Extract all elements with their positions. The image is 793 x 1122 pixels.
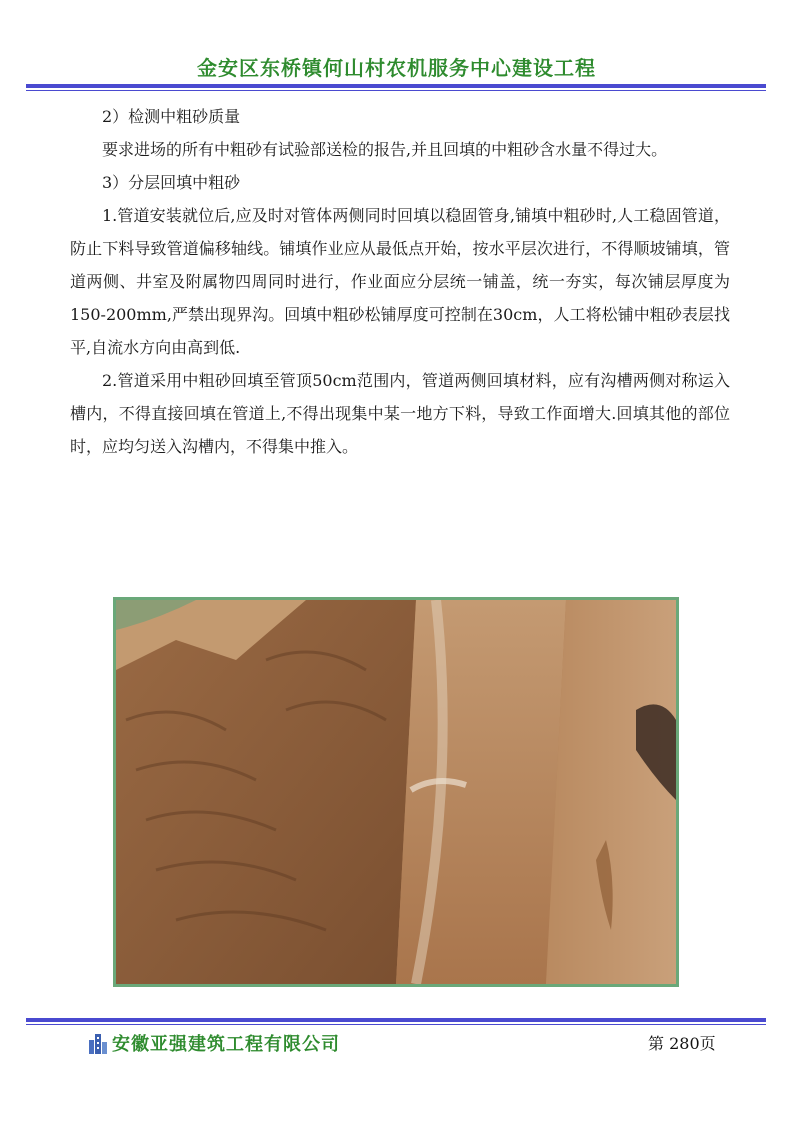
- building-logo-icon: [88, 1032, 108, 1054]
- header-rule-thick: [26, 84, 766, 88]
- header-rule-thin: [26, 90, 766, 91]
- document-title: 金安区东桥镇何山村农机服务中心建设工程: [197, 56, 596, 80]
- section-heading-3: 3）分层回填中粗砂: [102, 173, 241, 192]
- section-heading-2: 2）检测中粗砂质量: [102, 107, 241, 126]
- page-number: 第 280页: [648, 1034, 716, 1053]
- trench-photo: [113, 597, 679, 987]
- paragraph-item-2: 2.管道采用中粗砂回填至管顶50cm范围内，管道两侧回填材料，应有沟槽两侧对称运入槽内，不得直接回填在管道上,不得出现集中某一地方下料，导致工作面增大.回填其他的部位时，应均匀送入沟槽内，不得集中推入。: [70, 371, 730, 456]
- footer-rule-thin: [26, 1024, 766, 1025]
- trench-photo-drawing: [116, 600, 676, 984]
- body-text: [70, 100, 730, 463]
- paragraph-sand-quality: 要求进场的所有中粗砂有试验部送检的报告,并且回填的中粗砂含水量不得过大。: [102, 140, 668, 159]
- paragraph-item-1: 1.管道安装就位后,应及时对管体两侧同时回填以稳固管身,铺填中粗砂时,人工稳固管道，防止下料导致管道偏移轴线。铺填作业应从最低点开始，按水平层次进行，不得顺坡铺填，管道两侧、井室及附属物四周同时进行，作业面应分层统一铺盖，统一夯实，每次铺层厚度为150-200mm,严禁出现界沟。回填中粗砂松铺厚度可控制在30cm，人工将松铺中粗砂表层找平,自流水方向由高到低.: [70, 206, 730, 357]
- footer-rule-thick: [26, 1018, 766, 1022]
- company-name: 安徽亚强建筑工程有限公司: [112, 1034, 340, 1055]
